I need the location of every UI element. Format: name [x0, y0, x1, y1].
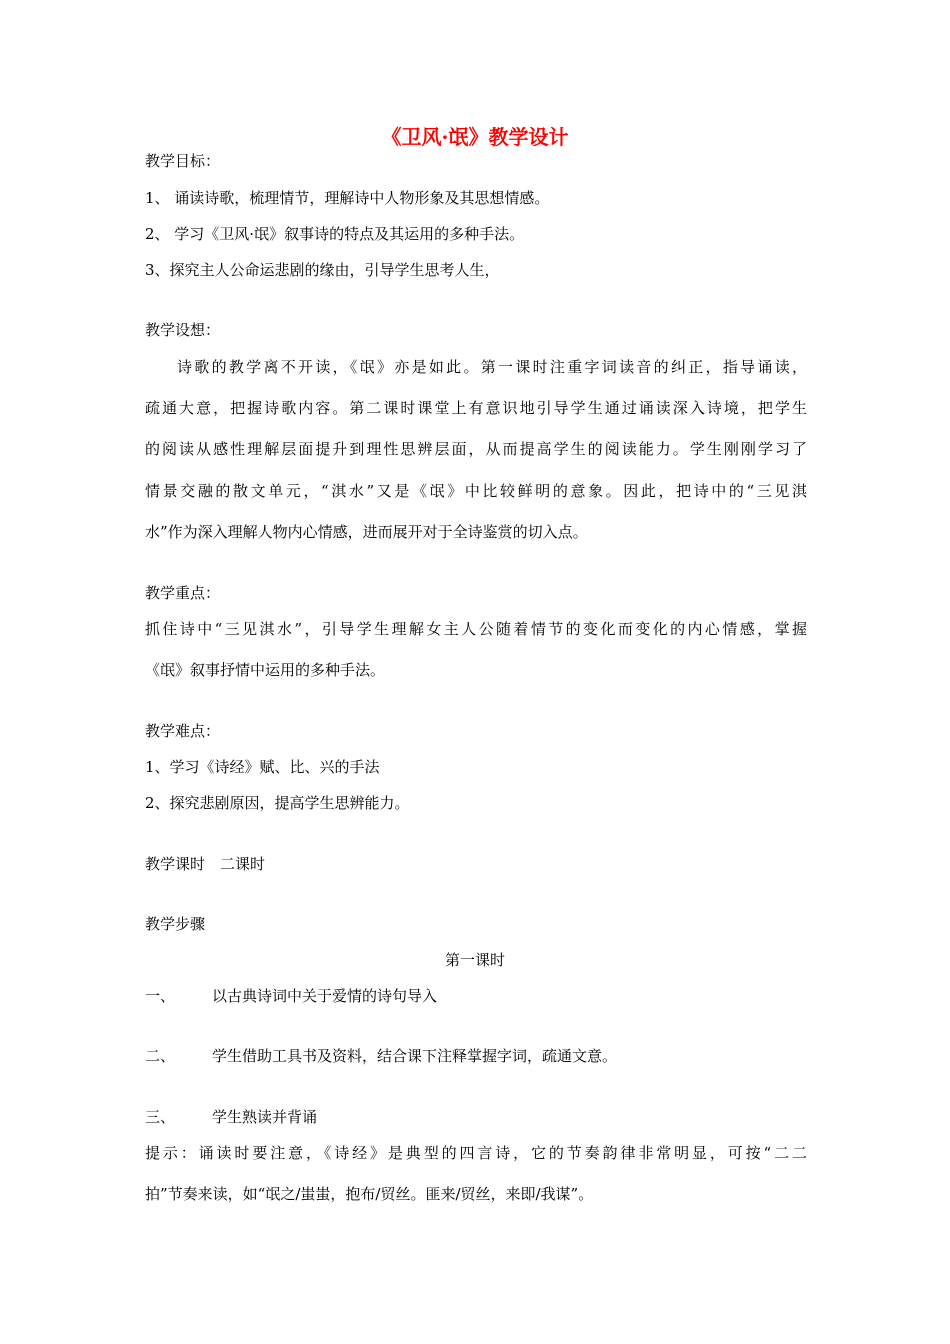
concept-line: 水”作为深入理解人物内心情感，进而展开对于全诗鉴赏的切入点。	[145, 523, 588, 541]
tip-line: 提示：诵读时要注意，《诗经》是典型的四言诗，它的节奏韵律非常明显，可按“二二	[145, 1144, 807, 1162]
concept-line: 情景交融的散文单元，“淇水”又是《氓》中比较鲜明的意象。因此，把诗中的“三见淇	[145, 482, 807, 500]
step-number: 三、	[145, 1108, 176, 1126]
difficulty-item: 2、探究悲剧原因，提高学生思辨能力。	[145, 794, 410, 812]
tip-line: 拍”节奏来读，如“氓之/蚩蚩，抱布/贸丝。匪来/贸丝，来即/我谋”。	[145, 1185, 594, 1203]
concept-line: 的阅读从感性理解层面提升到理性思辨层面，从而提高学生的阅读能力。学生刚刚学习了	[145, 440, 807, 458]
concept-line: 疏通大意，把握诗歌内容。第二课时课堂上有意识地引导学生通过诵读深入诗境，把学生	[145, 399, 807, 417]
step-number: 一、	[145, 987, 176, 1005]
difficulty-item: 1、学习《诗经》赋、比、兴的手法	[145, 758, 380, 776]
goal-item: 1、 诵读诗歌，梳理情节，理解诗中人物形象及其思想情感。	[145, 189, 550, 207]
step-item	[145, 1107, 807, 1127]
key-points-line: 《氓》叙事抒情中运用的多种手法。	[145, 661, 386, 679]
difficulties-heading: 教学难点：	[145, 722, 221, 740]
step-text: 以古典诗词中关于爱情的诗句导入	[212, 987, 438, 1005]
goal-item: 2、 学习《卫风·氓》叙事诗的特点及其运用的多种手法。	[145, 225, 525, 243]
goals-heading: 教学目标：	[145, 152, 221, 170]
step-number: 二、	[145, 1047, 176, 1065]
step-item	[145, 986, 807, 1006]
steps-heading: 教学步骤	[145, 915, 206, 933]
goal-item: 3、探究主人公命运悲剧的缘由，引导学生思考人生，	[145, 261, 500, 279]
step-item	[145, 1046, 807, 1066]
teaching-hours: 教学课时 二课时	[145, 855, 266, 873]
key-points-line: 抓住诗中“三见淇水”，引导学生理解女主人公随着情节的变化而变化的内心情感，掌握	[145, 620, 807, 638]
concept-heading: 教学设想：	[145, 321, 221, 339]
concept-line: 诗歌的教学离不开读，《氓》亦是如此。第一课时注重字词读音的纠正，指导诵读，	[177, 358, 807, 376]
document-title: 《卫风·氓》教学设计	[381, 125, 569, 149]
key-points-heading: 教学重点：	[145, 584, 221, 602]
step-text: 学生借助工具书及资料，结合课下注释掌握字词，疏通文意。	[212, 1047, 618, 1065]
step-text: 学生熟读并背诵	[212, 1108, 318, 1126]
lesson-heading: 第一课时	[444, 951, 505, 969]
